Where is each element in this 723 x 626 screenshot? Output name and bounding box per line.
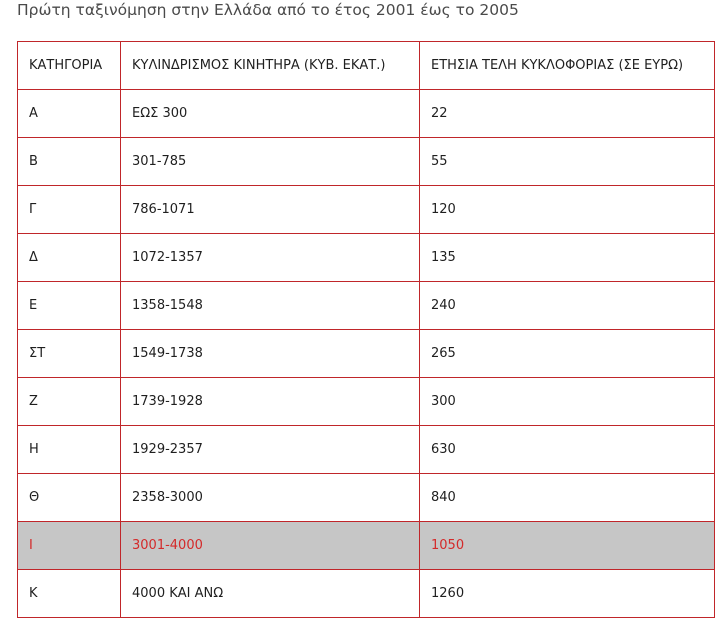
cell-engine-capacity: 786-1071 (121, 186, 420, 234)
table-row (18, 90, 715, 138)
cell-category: Ι (18, 522, 121, 570)
cell-annual-fee: 240 (420, 282, 715, 330)
table-row (18, 186, 715, 234)
table-row (18, 282, 715, 330)
header-category: ΚΑΤΗΓΟΡΙΑ (18, 42, 121, 90)
cell-category: ΣΤ (18, 330, 121, 378)
cell-annual-fee: 1050 (420, 522, 715, 570)
cell-category: Η (18, 426, 121, 474)
cell-annual-fee: 1260 (420, 570, 715, 618)
table-row (18, 426, 715, 474)
cell-annual-fee: 135 (420, 234, 715, 282)
cell-engine-capacity: 1358-1548 (121, 282, 420, 330)
table-row-highlighted (18, 522, 715, 570)
cell-engine-capacity: ΕΩΣ 300 (121, 90, 420, 138)
cell-category: Α (18, 90, 121, 138)
cell-engine-capacity: 3001-4000 (121, 522, 420, 570)
cell-annual-fee: 300 (420, 378, 715, 426)
cell-annual-fee: 630 (420, 426, 715, 474)
cell-engine-capacity: 4000 ΚΑΙ ΑΝΩ (121, 570, 420, 618)
table-row (18, 378, 715, 426)
cell-category: Θ (18, 474, 121, 522)
cell-category: Γ (18, 186, 121, 234)
cell-annual-fee: 120 (420, 186, 715, 234)
cell-category: Ε (18, 282, 121, 330)
table-row (18, 330, 715, 378)
table-row (18, 570, 715, 618)
cell-engine-capacity: 1072-1357 (121, 234, 420, 282)
cell-category: Δ (18, 234, 121, 282)
cell-engine-capacity: 2358-3000 (121, 474, 420, 522)
table-row (18, 234, 715, 282)
cell-annual-fee: 55 (420, 138, 715, 186)
table-row (18, 138, 715, 186)
table-row (18, 474, 715, 522)
table-caption: Πρώτη ταξινόμηση στην Ελλάδα από το έτος 2001 έως το 2005 (17, 1, 519, 19)
cell-category: Β (18, 138, 121, 186)
cell-engine-capacity: 301-785 (121, 138, 420, 186)
cell-annual-fee: 840 (420, 474, 715, 522)
cell-engine-capacity: 1739-1928 (121, 378, 420, 426)
cell-annual-fee: 265 (420, 330, 715, 378)
cell-engine-capacity: 1929-2357 (121, 426, 420, 474)
cell-engine-capacity: 1549-1738 (121, 330, 420, 378)
cell-category: Ζ (18, 378, 121, 426)
header-annual-fee: ΕΤΗΣΙΑ ΤΕΛΗ ΚΥΚΛΟΦΟΡΙΑΣ (ΣΕ ΕΥΡΩ) (420, 42, 715, 90)
cell-annual-fee: 22 (420, 90, 715, 138)
road-tax-table (17, 41, 715, 618)
table-header-row (18, 42, 715, 90)
header-engine-capacity: ΚΥΛΙΝΔΡΙΣΜΟΣ ΚΙΝΗΤΗΡΑ (ΚΥΒ. ΕΚΑΤ.) (121, 42, 420, 90)
cell-category: Κ (18, 570, 121, 618)
